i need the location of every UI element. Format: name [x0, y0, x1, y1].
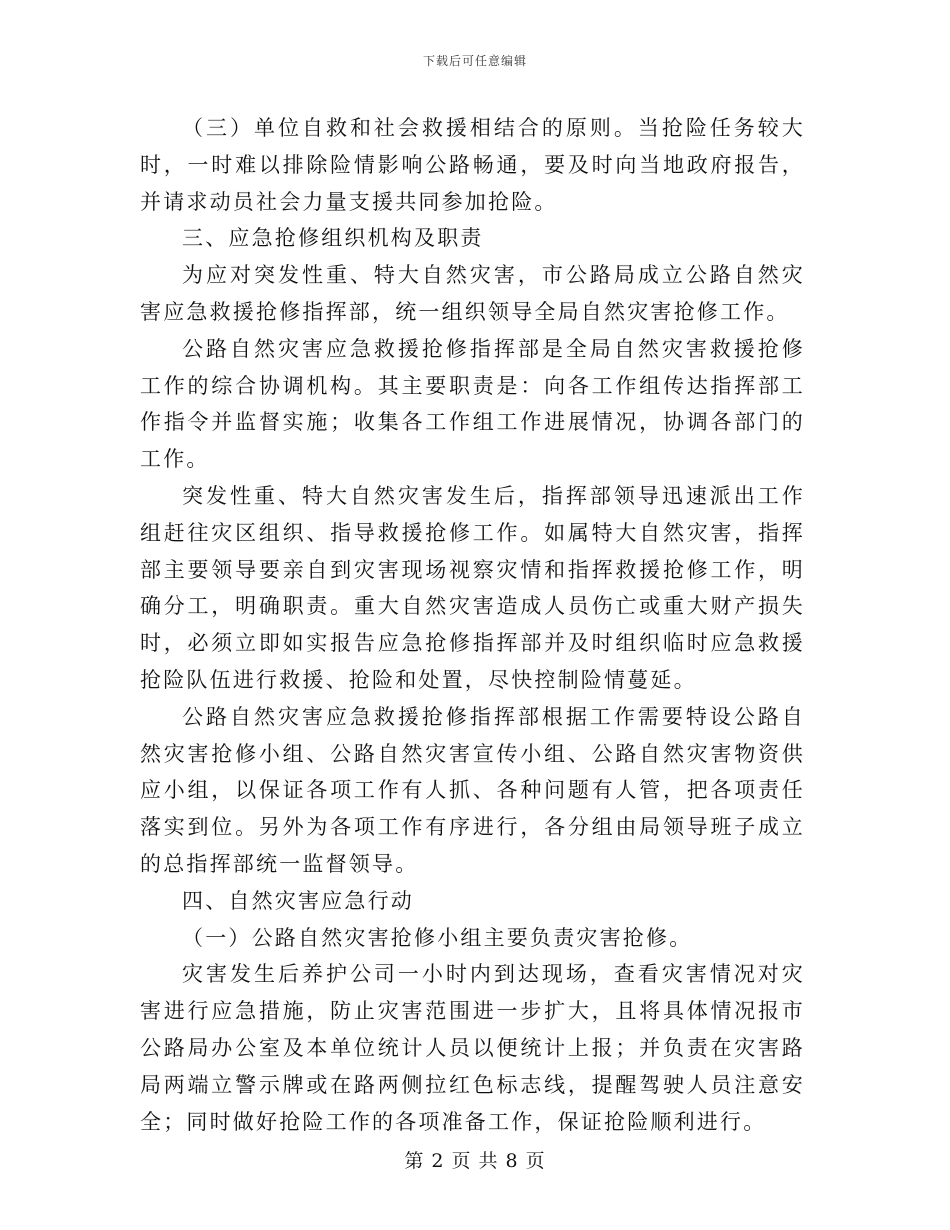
page-number: 第 2 页 共 8 页 — [404, 1150, 546, 1172]
subheading-repair-group: （一）公路自然灾害抢修小组主要负责灾害抢修。 — [182, 925, 693, 950]
section-heading-4: 四、自然灾害应急行动 — [182, 888, 414, 913]
page-header: 下载后可任意编辑 — [422, 54, 527, 68]
section-heading-3: 三、应急抢修组织机构及职责 — [182, 226, 484, 251]
document-body — [140, 110, 805, 1140]
paragraph-principle-3: （三）单位自救和社会救援相结合的原则。当抢险任务较大时，一时难以排除险情影响公路畅通，要及时向当地政府报告，并请求动员社会力量支援共同参加抢险。 — [140, 116, 805, 214]
paragraph-disaster-response: 突发性重、特大自然灾害发生后，指挥部领导迅速派出工作组赶往灾区组织、指导救援抢修工作。如属特大自然灾害，指挥部主要领导要亲自到灾害现场视察灾情和指挥救援抢修工作，明确分工，明确职责。重大自然灾害造成人员伤亡或重大财产损失时，必须立即如实报告应急抢修指挥部并及时组织临时应急救援抢险队伍进行救援、抢险和处置，尽快控制险情蔓延。 — [140, 483, 805, 692]
paragraph-command-duties: 公路自然灾害应急救援抢修指挥部是全局自然灾害救援抢修工作的综合协调机构。其主要职责是：向各工作组传达指挥部工作指令并监督实施；收集各工作组工作进展情况，协调各部门的工作。 — [140, 336, 805, 472]
paragraph-command-established: 为应对突发性重、特大自然灾害，市公路局成立公路自然灾害应急救援抢修指挥部，统一组织领导全局自然灾害抢修工作。 — [140, 263, 805, 324]
paragraph-repair-actions: 灾害发生后养护公司一小时内到达现场，查看灾害情况对灾害进行应急措施，防止灾害范围进一步扩大，且将具体情况报市公路局办公室及本单位统计人员以便统计上报；并负责在灾害路局两端立警示牌或在路两侧拉红色标志线，提醒驾驶人员注意安全；同时做好抢险工作的各项准备工作，保证抢险顺利进行。 — [140, 962, 805, 1134]
paragraph-working-groups: 公路自然灾害应急救援抢修指挥部根据工作需要特设公路自然灾害抢修小组、公路自然灾害宣传小组、公路自然灾害物资供应小组，以保证各项工作有人抓、各种问题有人管，把各项责任落实到位。另外为各项工作有序进行，各分组由局领导班子成立的总指挥部统一监督领导。 — [140, 704, 805, 876]
